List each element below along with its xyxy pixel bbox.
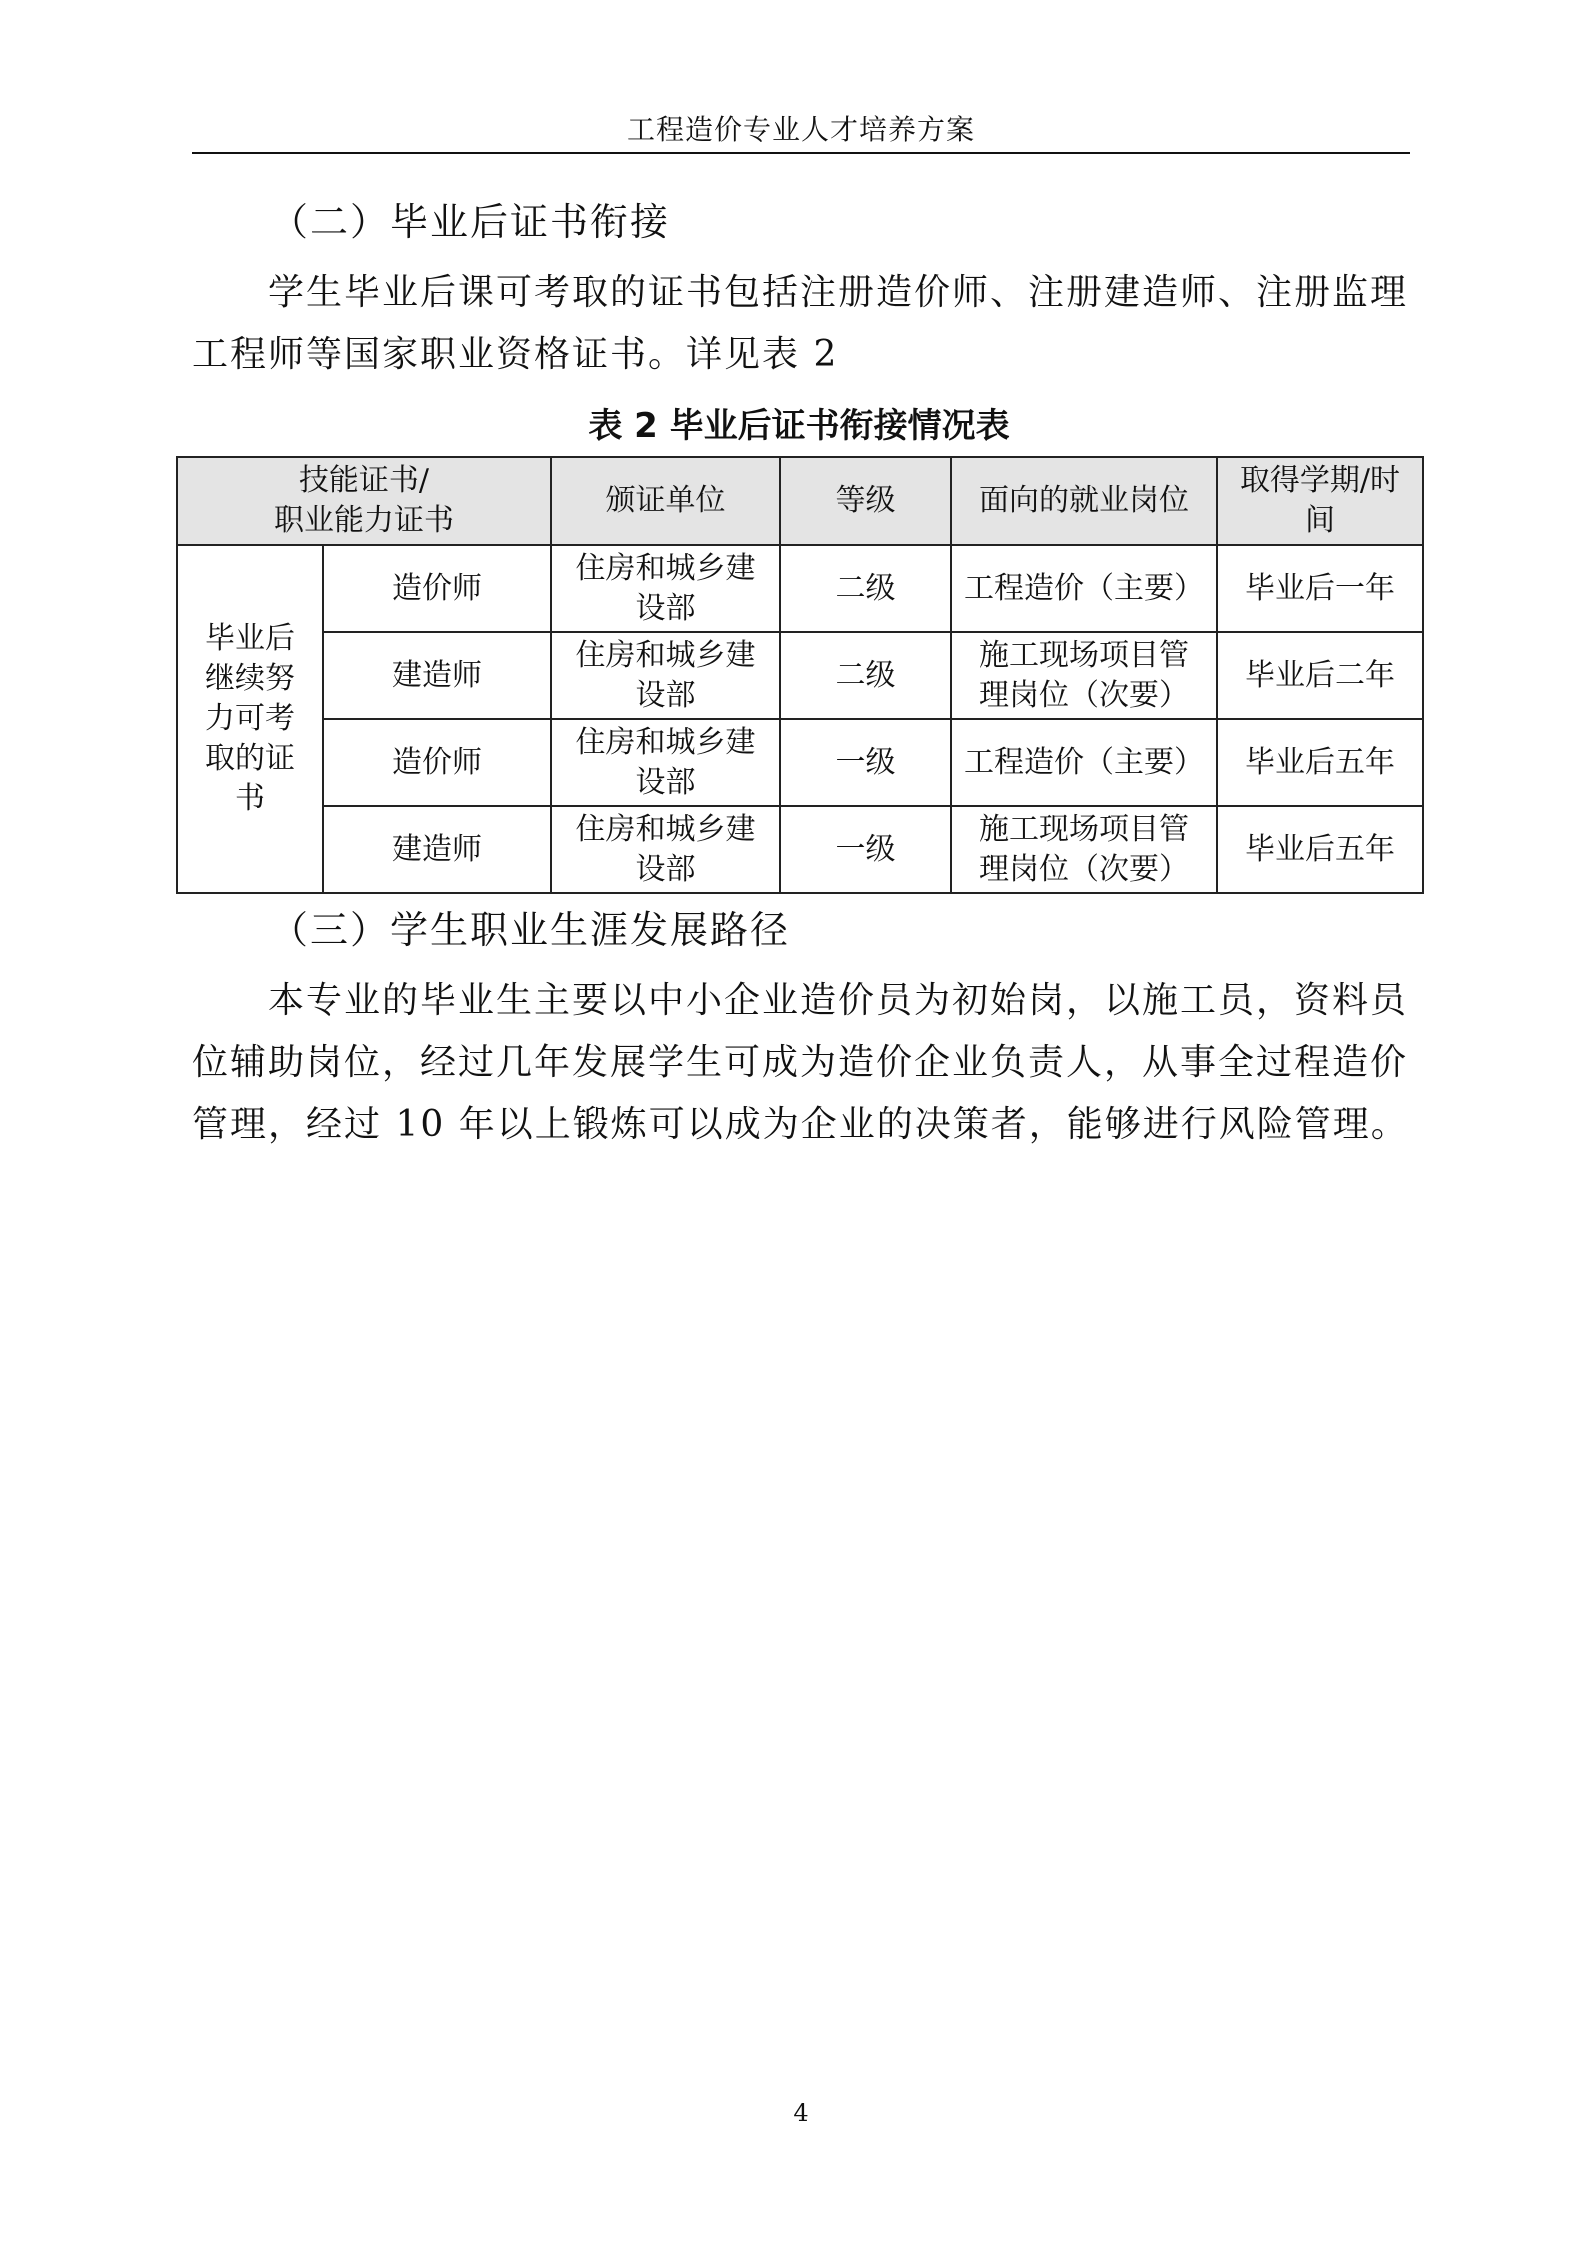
time-cell: 毕业后五年 bbox=[1217, 719, 1423, 806]
level-cell: 二级 bbox=[780, 545, 951, 632]
table-row bbox=[177, 545, 1423, 632]
header-position: 面向的就业岗位 bbox=[951, 457, 1217, 545]
paragraph-line: 管理，经过 10 年以上锻炼可以成为企业的决策者，能够进行风险管理。 bbox=[192, 1104, 1409, 1145]
paragraph-line: 工程师等国家职业资格证书。详见表 2 bbox=[192, 334, 839, 375]
certificate-table bbox=[176, 456, 1424, 894]
section-heading-career-path: （三）学生职业生涯发展路径 bbox=[270, 908, 791, 952]
paragraph-line: 位辅助岗位，经过几年发展学生可成为造价企业负责人，从事全过程造价 bbox=[192, 1042, 1409, 1083]
header-level: 等级 bbox=[780, 457, 951, 545]
cert-cell: 建造师 bbox=[323, 806, 551, 893]
level-cell: 二级 bbox=[780, 632, 951, 719]
table-row bbox=[177, 632, 1423, 719]
paragraph-certificates bbox=[192, 262, 1410, 386]
issuer-cell: 住房和城乡建 设部 bbox=[551, 545, 780, 632]
level-cell: 一级 bbox=[780, 719, 951, 806]
issuer-cell: 住房和城乡建 设部 bbox=[551, 632, 780, 719]
time-cell: 毕业后二年 bbox=[1217, 632, 1423, 719]
issuer-cell: 住房和城乡建 设部 bbox=[551, 806, 780, 893]
cert-cell: 造价师 bbox=[323, 545, 551, 632]
cert-cell: 造价师 bbox=[323, 719, 551, 806]
table-caption: 表 2 毕业后证书衔接情况表 bbox=[588, 406, 1010, 446]
paragraph-career-path bbox=[192, 970, 1410, 1156]
header-issuer: 颁证单位 bbox=[551, 457, 780, 545]
header-cert: 技能证书/ 职业能力证书 bbox=[177, 457, 551, 545]
section-heading-certificates: （二）毕业后证书衔接 bbox=[270, 200, 671, 244]
position-cell: 工程造价（主要） bbox=[951, 719, 1217, 806]
table-header-row bbox=[177, 457, 1423, 545]
paragraph-line: 本专业的毕业生主要以中小企业造价员为初始岗，以施工员，资料员 bbox=[268, 980, 1409, 1021]
header-rule bbox=[192, 152, 1410, 154]
group-label-cell: 毕业后 继续努 力可考 取的证 书 bbox=[177, 545, 323, 893]
cert-cell: 建造师 bbox=[323, 632, 551, 719]
time-cell: 毕业后五年 bbox=[1217, 806, 1423, 893]
position-cell: 施工现场项目管 理岗位（次要） bbox=[951, 632, 1217, 719]
level-cell: 一级 bbox=[780, 806, 951, 893]
header-time: 取得学期/时 间 bbox=[1217, 457, 1423, 545]
paragraph-line: 学生毕业后课可考取的证书包括注册造价师、注册建造师、注册监理 bbox=[268, 272, 1409, 313]
running-header-title: 工程造价专业人才培养方案 bbox=[626, 113, 975, 146]
time-cell: 毕业后一年 bbox=[1217, 545, 1423, 632]
table-row bbox=[177, 719, 1423, 806]
issuer-cell: 住房和城乡建 设部 bbox=[551, 719, 780, 806]
table-row bbox=[177, 806, 1423, 893]
page-number: 4 bbox=[793, 2099, 809, 2127]
position-cell: 施工现场项目管 理岗位（次要） bbox=[951, 806, 1217, 893]
position-cell: 工程造价（主要） bbox=[951, 545, 1217, 632]
